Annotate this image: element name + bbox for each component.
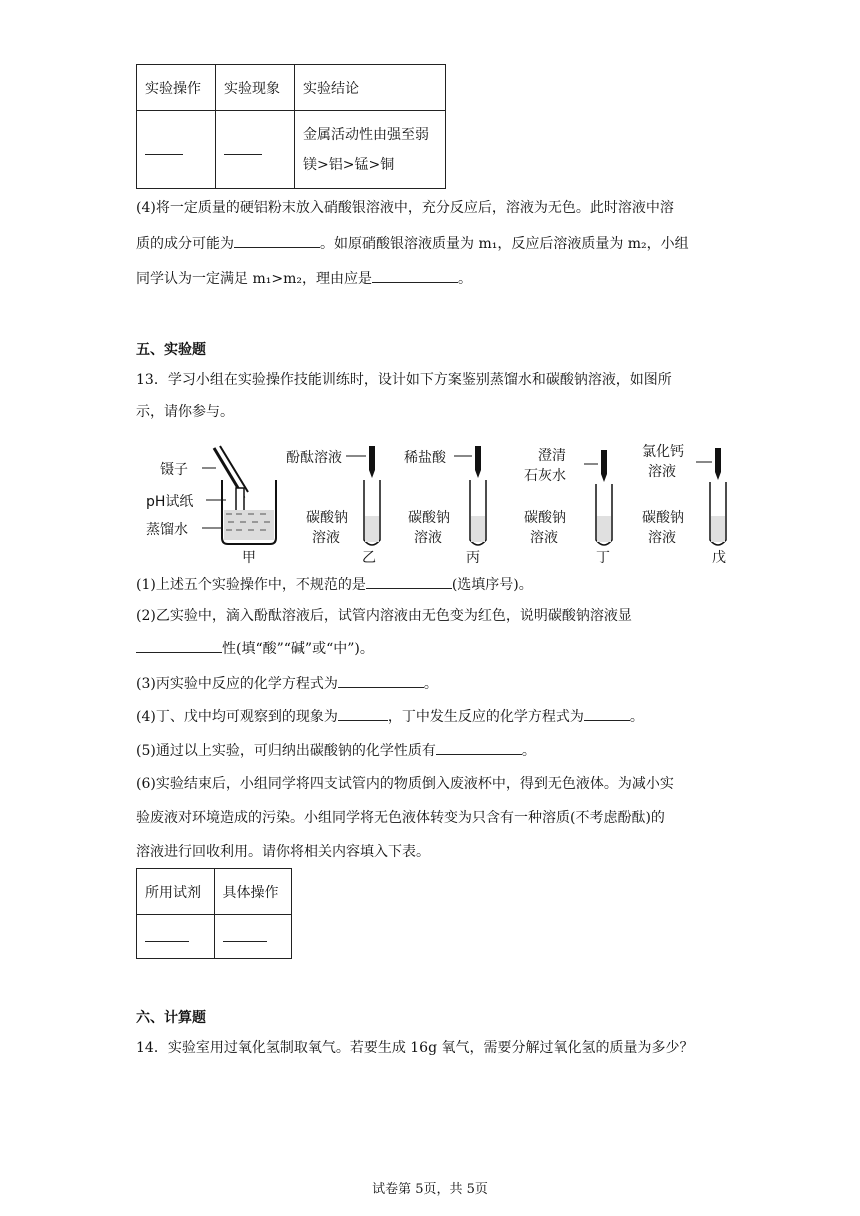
test-tube-liquid (597, 516, 611, 542)
section5-heading: 五、实验题 (136, 342, 206, 358)
q13-sub1-text-b: (选填序号)。 (451, 577, 533, 593)
page-footer: 试卷第 5页，共 5页 (372, 1182, 488, 1197)
tag-yi: 乙 (362, 550, 376, 566)
apparatus-bing (404, 446, 486, 566)
label-limewater-1: 澄清 (538, 448, 566, 464)
tag-bing: 丙 (466, 550, 480, 566)
label-dilute-hcl: 稀盐酸 (404, 450, 446, 466)
table2-header-reagent: 所用试剂 (137, 869, 215, 915)
table1-conclusion-line2: 镁>铝>锰>铜 (303, 156, 395, 173)
label-sodium-carbonate: 碳酸钠 (524, 510, 566, 526)
q4-line2-text-b: 。如原硝酸银溶液质量为 m₁，反应后溶液质量为 m₂，小组 (320, 236, 689, 252)
section6-heading: 六、计算题 (136, 1010, 206, 1026)
q13-sub4-text-b: ，丁中发生反应的化学方程式为 (387, 709, 584, 725)
dropper-icon (369, 446, 375, 478)
table1-blank-operation (137, 111, 216, 189)
label-phenolphthalein: 酚酞溶液 (286, 450, 342, 466)
answer-blank[interactable] (584, 706, 630, 721)
label-tweezers: 镊子 (160, 462, 188, 478)
q4-line2-text-a: 质的成分可能为 (136, 236, 234, 252)
q13-sub2-line1: (2)乙实验中，滴入酚酞溶液后，试管内溶液由无色变为红色，说明碳酸钠溶液显 (136, 608, 632, 624)
label-sodium-carbonate: 碳酸钠 (408, 510, 450, 526)
tweezers-arm (220, 446, 248, 492)
q13-sub2-line2 (136, 638, 374, 659)
q13-sub2-text-b: 性(填“酸”“碱”或“中”)。 (222, 641, 374, 657)
q13-sub4-text-a: (4)丁、戊中均可观察到的现象为 (136, 709, 338, 725)
q4-line2 (136, 233, 689, 254)
answer-blank[interactable] (224, 140, 262, 155)
q13-sub1 (136, 574, 533, 595)
table2-blank-reagent (137, 915, 215, 959)
q13-sub5 (136, 740, 536, 761)
q13-sub6-line1: (6)实验结束后，小组同学将四支试管内的物质倒入废液杯中，得到无色液体。为减小实 (136, 776, 674, 792)
tag-ding: 丁 (596, 550, 610, 566)
table1-blank-phenomenon (216, 111, 295, 189)
q13-sub3-text-b: 。 (423, 676, 438, 692)
test-tube-liquid (365, 516, 379, 542)
experiment-figure (136, 440, 736, 568)
answer-blank[interactable] (372, 268, 458, 283)
apparatus-yi (286, 446, 380, 566)
answer-blank[interactable] (145, 927, 189, 942)
q13-sub6-line2: 验废液对环境造成的污染。小组同学将无色液体转变为只含有一种溶质(不考虑酚酞)的 (136, 810, 665, 826)
label-solution: 溶液 (648, 530, 676, 546)
apparatus-ding (524, 448, 612, 566)
apparatus-jia (146, 446, 276, 566)
tag-wu: 戊 (712, 550, 726, 566)
q13-sub5-text-b: 。 (521, 743, 536, 759)
label-solution: 溶液 (312, 530, 340, 546)
label-cacl2-2: 溶液 (648, 464, 676, 480)
q13-sub5-text-a: (5)通过以上实验，可归纳出碳酸钠的化学性质有 (136, 743, 436, 759)
label-distilled-water: 蒸馏水 (146, 522, 188, 538)
test-tube-liquid (711, 516, 725, 542)
answer-blank[interactable] (436, 740, 522, 755)
table2-blank-operation (214, 915, 292, 959)
label-solution: 溶液 (530, 530, 558, 546)
table1-conclusion-cell (295, 111, 446, 189)
dropper-icon (715, 448, 721, 480)
q13-sub3-text-a: (3)丙实验中反应的化学方程式为 (136, 676, 338, 692)
label-solution: 溶液 (414, 530, 442, 546)
q4-line1: (4)将一定质量的硬铝粉末放入硝酸银溶液中，充分反应后，溶液为无色。此时溶液中溶 (136, 200, 674, 216)
answer-blank[interactable] (223, 927, 267, 942)
q4-line3-text-a: 同学认为一定满足 m₁>m₂，理由应是 (136, 271, 372, 287)
answer-blank[interactable] (338, 673, 424, 688)
q4-line3 (136, 268, 472, 289)
answer-blank[interactable] (366, 574, 452, 589)
q13-sub1-text-a: (1)上述五个实验操作中，不规范的是 (136, 577, 366, 593)
table1-header-conclusion: 实验结论 (295, 65, 446, 111)
label-limewater-2: 石灰水 (524, 468, 566, 484)
apparatus-wu (642, 444, 726, 566)
label-sodium-carbonate: 碳酸钠 (642, 510, 684, 526)
q4-line3-text-b: 。 (457, 271, 472, 287)
dropper-icon (601, 450, 607, 482)
q13-sub4 (136, 706, 644, 727)
answer-blank[interactable] (136, 638, 222, 653)
table2-header-operation: 具体操作 (214, 869, 292, 915)
answer-blank[interactable] (145, 140, 183, 155)
dropper-icon (475, 446, 481, 478)
q13-sub6-line3: 溶液进行回收利用。请你将相关内容填入下表。 (136, 844, 430, 860)
q13-sub4-text-c: 。 (629, 709, 644, 725)
label-sodium-carbonate: 碳酸钠 (306, 510, 348, 526)
q13-line1: 13．学习小组在实验操作技能训练时，设计如下方案鉴别蒸馏水和碳酸钠溶液，如图所 (136, 372, 672, 388)
table1-header-phenomenon: 实验现象 (216, 65, 295, 111)
label-cacl2-1: 氯化钙 (642, 444, 684, 460)
test-tube-liquid (471, 516, 485, 542)
experiment-table-2 (136, 868, 292, 959)
table1-conclusion-line1: 金属活动性由强至弱 (303, 126, 429, 143)
answer-blank[interactable] (338, 706, 388, 721)
q13-line2: 示，请你参与。 (136, 404, 234, 420)
label-ph-paper: pH试纸 (146, 494, 194, 510)
answer-blank[interactable] (234, 233, 320, 248)
q14-text: 14．实验室用过氧化氢制取氧气。若要生成 16g 氧气，需要分解过氧化氢的质量为多少？ (136, 1040, 694, 1056)
q13-sub3 (136, 673, 438, 694)
tag-jia: 甲 (242, 550, 256, 566)
experiment-table-1 (136, 64, 446, 189)
table1-header-operation: 实验操作 (137, 65, 216, 111)
